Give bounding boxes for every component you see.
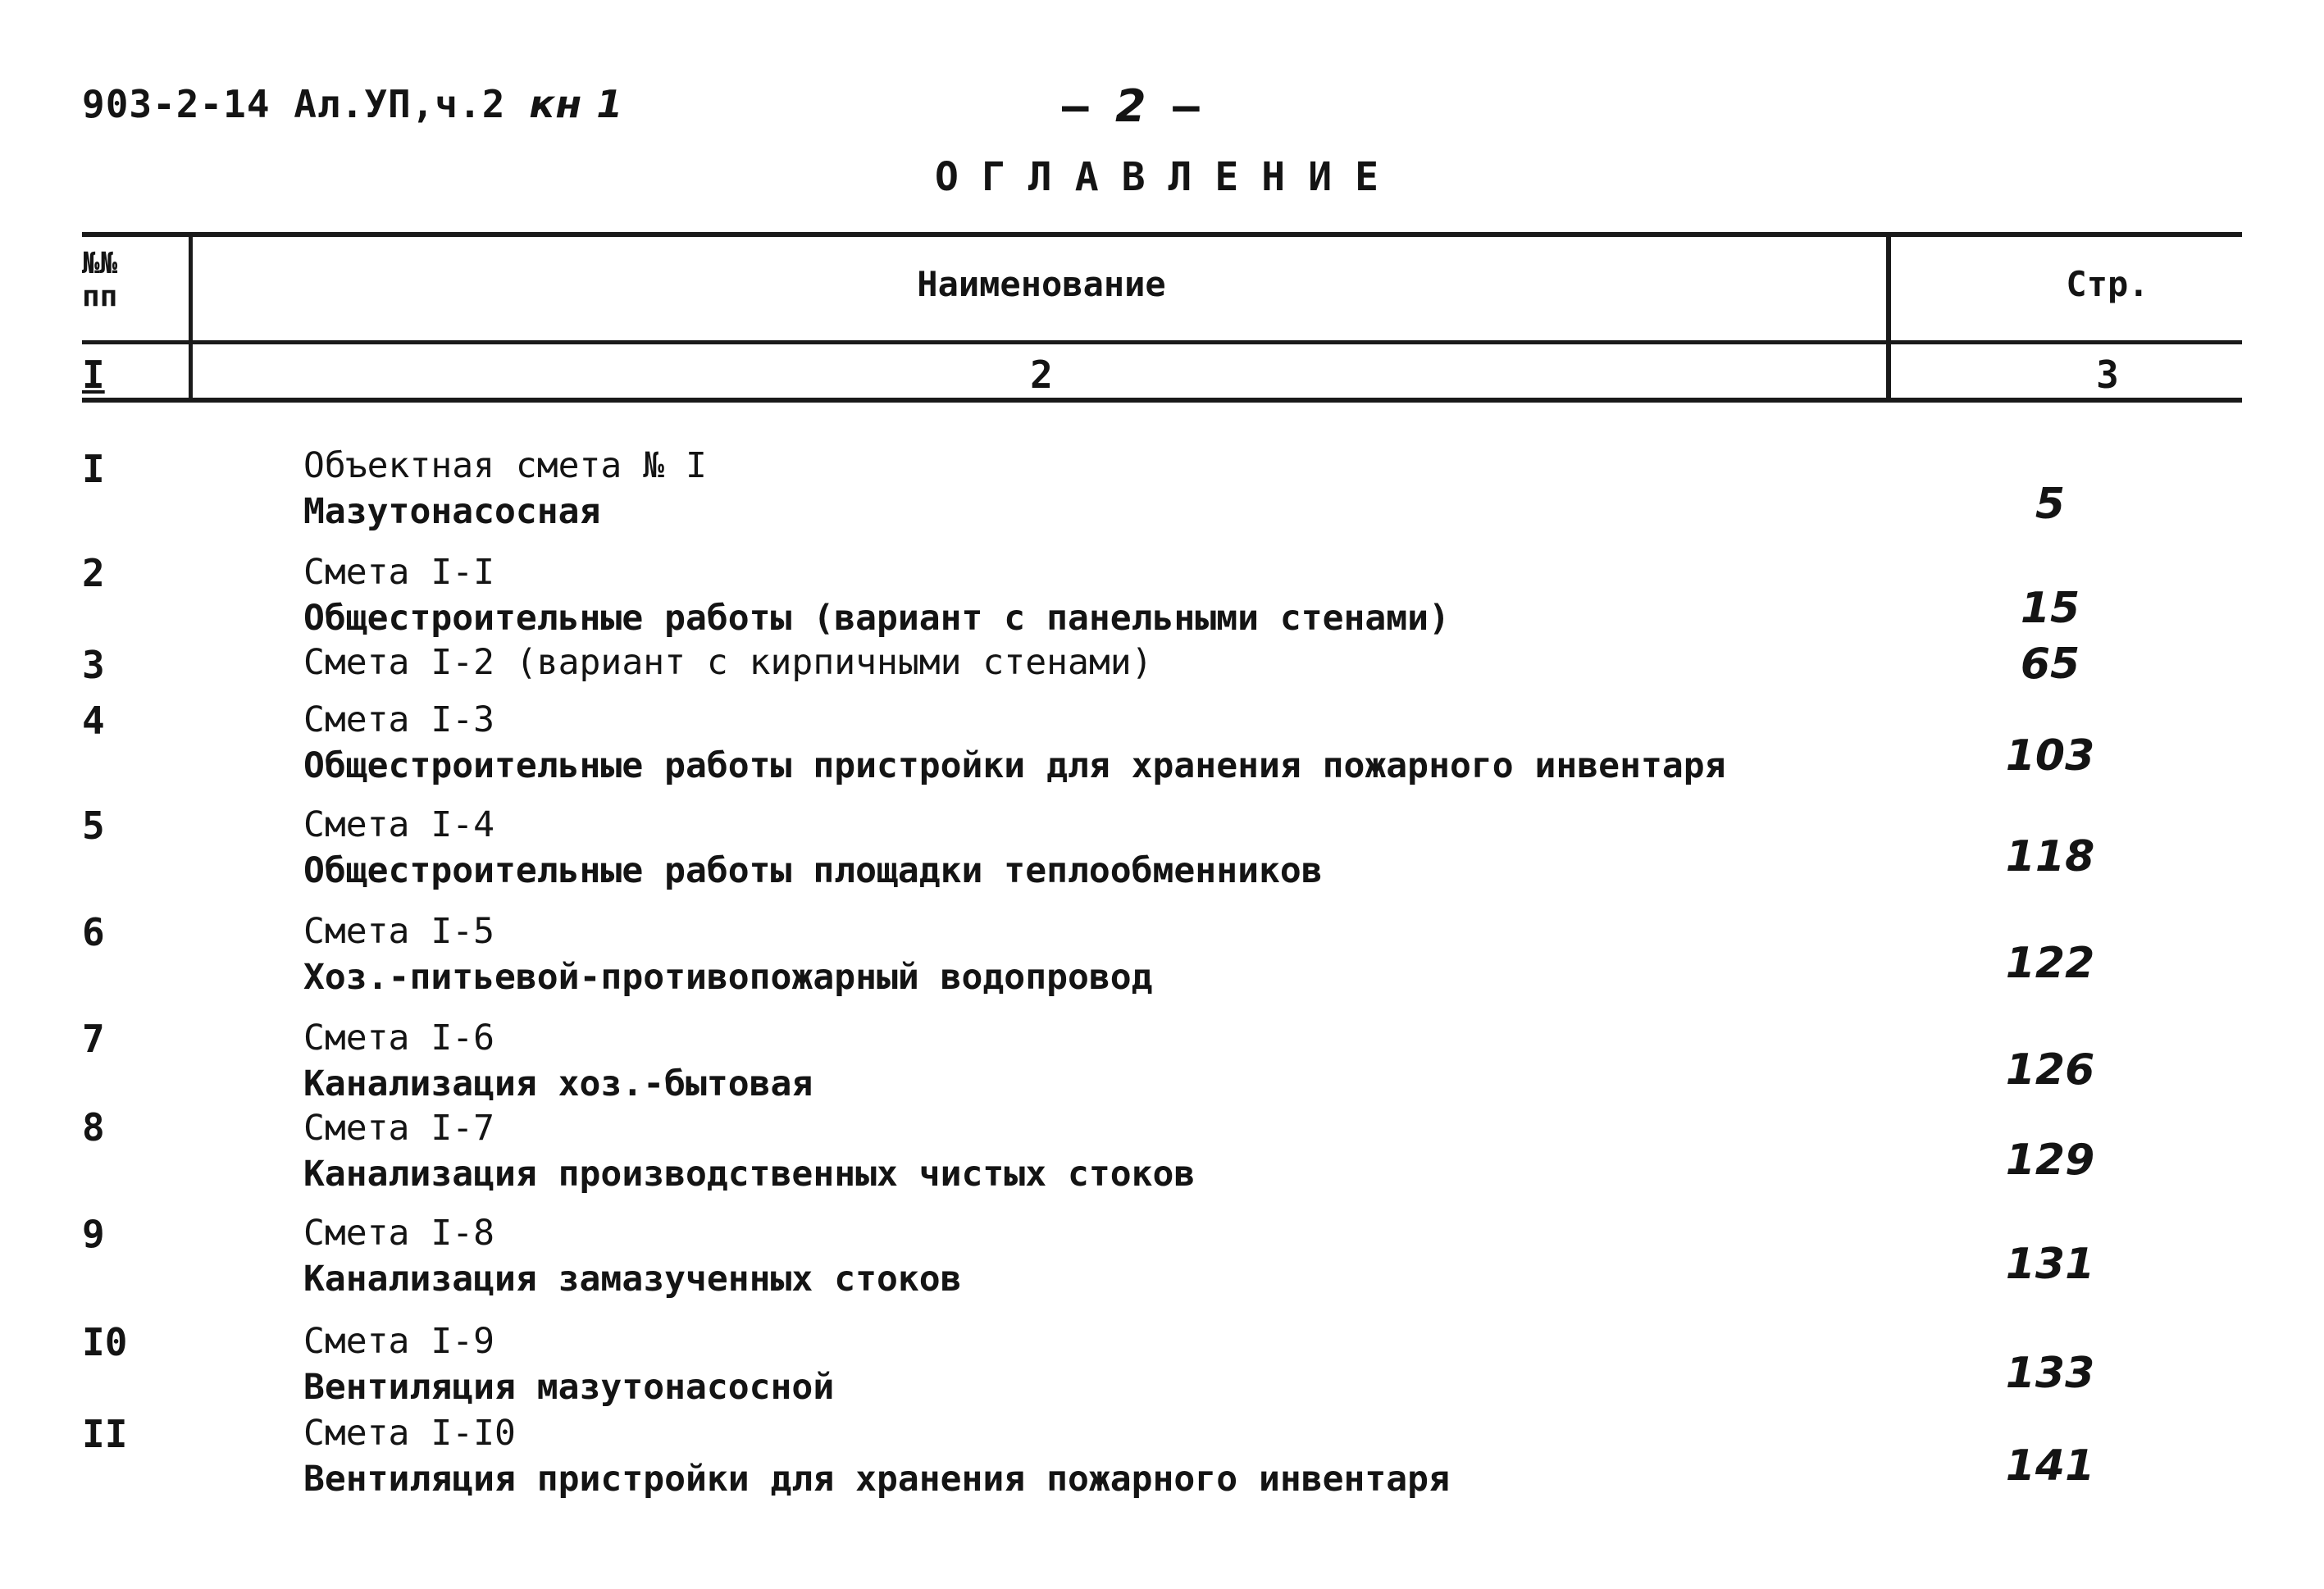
column-number-3: 3 [2096,353,2119,397]
row-number: 4 [82,699,105,743]
row-title: Смета I-5 [303,911,494,952]
page-title: ОГЛАВЛЕНИЕ [935,154,1401,200]
row-subtitle: Канализация замазученных стоков [303,1259,962,1300]
row-subtitle: Общестроительные работы площадки теплообменников [303,850,1323,891]
row-page: 126 [2005,1045,2095,1095]
row-text [303,697,1726,789]
row-page: 129 [2005,1136,2095,1185]
row-number: 3 [82,643,105,687]
row-page: 5 [2035,480,2066,529]
row-title: Смета I-4 [303,804,494,845]
row-text [303,549,1450,641]
column-number-2: 2 [1030,353,1053,397]
row-title: Смета I-3 [303,699,494,740]
document-code-text: 903-2-14 Ал.УП,ч.2 [82,82,506,126]
table-col-divider-1 [189,234,193,400]
page-number-value: 2 [1115,80,1146,132]
row-text [303,1015,813,1107]
column-number-1: I [82,353,105,397]
row-text [303,802,1323,894]
row-page: 133 [2005,1349,2095,1398]
column-header-name: Наименование [917,264,1166,304]
row-subtitle: Общестроительные работы пристройки для хранения пожарного инвентаря [303,745,1726,786]
row-title: Объектная смета № I [303,445,707,486]
column-header-number: №№ пп [82,247,118,313]
row-text [303,443,707,535]
column-header-page: Стр. [2066,264,2149,304]
row-text [303,908,1153,1000]
row-number: 9 [82,1212,105,1256]
table-col-divider-2 [1886,234,1891,400]
row-subtitle: Вентиляция мазутонасосной [303,1367,835,1408]
row-page: 118 [2005,832,2095,881]
row-page: 141 [2005,1441,2095,1491]
row-title: Смета I-7 [303,1108,494,1149]
row-text [303,1410,1450,1502]
row-text [303,640,1153,685]
row-subtitle: Хоз.-питьевой-противопожарный водопровод [303,957,1153,998]
row-number: 7 [82,1017,105,1061]
row-subtitle: Вентиляция пристройки для хранения пожарного инвентаря [303,1459,1450,1500]
row-page: 15 [2020,584,2080,633]
page-number: – 2 – [1062,80,1200,132]
row-subtitle: Канализация производственных чистых стоков [303,1154,1196,1195]
row-number: I [82,447,105,491]
row-text [303,1318,834,1410]
row-number: 6 [82,910,105,954]
document-code [82,82,623,126]
row-number: II [82,1412,128,1456]
table-header-rule [82,340,2242,344]
document-code-handwritten: кн 1 [529,82,624,126]
row-page: 122 [2005,939,2095,988]
row-page: 65 [2020,640,2080,689]
row-subtitle: Мазутонасосная [303,491,601,532]
row-title: Смета I-2 (вариант с кирпичными стенами) [303,642,1153,683]
table-top-rule [82,232,2242,237]
row-title: Смета I-I0 [303,1413,516,1454]
row-page: 131 [2005,1240,2095,1289]
row-text [303,1105,1195,1197]
table-colnum-rule [82,398,2242,403]
row-subtitle: Канализация хоз.-бытовая [303,1063,813,1104]
row-number: 5 [82,804,105,848]
row-number: I0 [82,1320,128,1364]
row-title: Смета I-9 [303,1321,494,1362]
row-number: 2 [82,551,105,595]
row-number: 8 [82,1105,105,1150]
row-title: Смета I-I [303,552,494,593]
row-title: Смета I-6 [303,1018,494,1059]
row-page: 103 [2005,731,2095,781]
row-title: Смета I-8 [303,1213,494,1254]
row-text [303,1210,962,1302]
row-subtitle: Общестроительные работы (вариант с панельными стенами) [303,598,1450,639]
